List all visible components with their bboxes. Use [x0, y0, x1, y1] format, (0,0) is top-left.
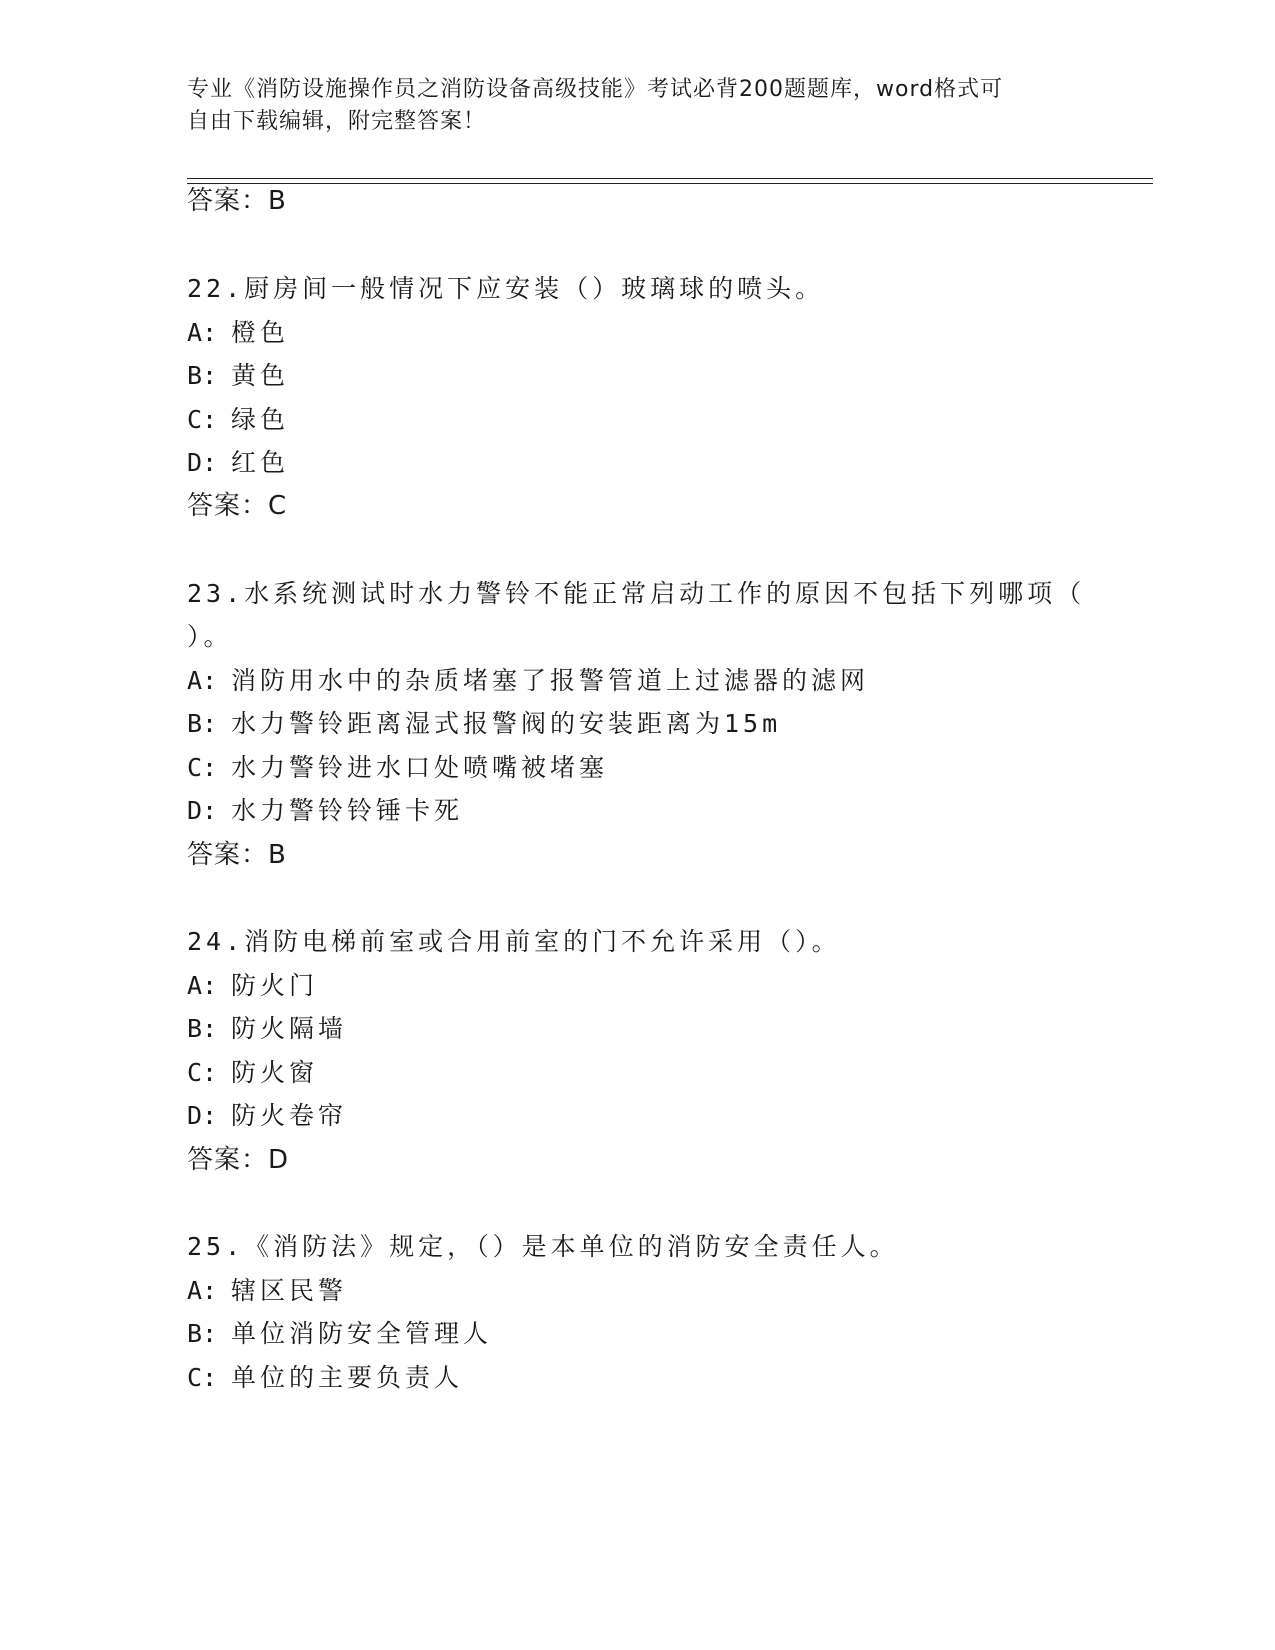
- header-divider-top: [187, 178, 1153, 179]
- question-22-option-a: [187, 318, 289, 348]
- option-text: 防火隔墙: [231, 1014, 348, 1043]
- question-24-option-d: [187, 1101, 347, 1131]
- question-24-stem: 24.消防电梯前室或合用前室的门不允许采用（）。: [187, 927, 841, 956]
- option-key: A:: [187, 1276, 218, 1305]
- option-text: 辖区民警: [231, 1276, 348, 1305]
- option-text: 红色: [231, 448, 290, 477]
- option-key: C:: [187, 1058, 218, 1087]
- question-23-option-a: [187, 666, 869, 696]
- question-24-option-b: [187, 1014, 347, 1044]
- question-22-answer: 答案：C: [187, 491, 288, 521]
- question-24-answer: 答案：D: [187, 1145, 290, 1175]
- option-key: D:: [187, 1101, 218, 1130]
- question-25-option-a: [187, 1276, 347, 1306]
- question-22-option-d: [187, 448, 289, 478]
- question-22-stem: 22.厨房间一般情况下应安装（）玻璃球的喷头。: [187, 274, 825, 303]
- header-line-2: 自由下载编辑，附完整答案！: [187, 109, 487, 134]
- option-text: 黄色: [231, 361, 290, 390]
- question-23-answer: 答案：B: [187, 840, 287, 870]
- option-text: 消防用水中的杂质堵塞了报警管道上过滤器的滤网: [231, 666, 870, 695]
- question-22-option-b: [187, 361, 289, 391]
- question-25-option-c: [187, 1363, 463, 1393]
- header-divider-bottom: [187, 183, 1153, 184]
- question-24-option-a: [187, 971, 318, 1001]
- option-key: B:: [187, 1014, 218, 1043]
- option-key: C:: [187, 405, 218, 434]
- option-text: 防火窗: [231, 1058, 319, 1087]
- question-23-stem: 23.水系统测试时水力警铃不能正常启动工作的原因不包括下列哪项（: [187, 579, 1086, 608]
- option-key: C:: [187, 753, 218, 782]
- option-key: A:: [187, 971, 218, 1000]
- option-text: 橙色: [231, 318, 290, 347]
- question-23-option-c: [187, 753, 608, 783]
- option-text: 绿色: [231, 405, 290, 434]
- question-25-option-b: [187, 1319, 492, 1349]
- option-text: 防火门: [231, 971, 319, 1000]
- option-text: 水力警铃距离湿式报警阀的安装距离为15m: [231, 709, 782, 738]
- question-22-option-c: [187, 405, 289, 435]
- question-23-option-d: [187, 796, 463, 826]
- option-text: 单位消防安全管理人: [231, 1319, 493, 1348]
- question-23-stem-continued: ）。: [187, 622, 233, 651]
- option-key: B:: [187, 361, 218, 390]
- option-key: A:: [187, 318, 218, 347]
- document-header: [187, 74, 1067, 138]
- option-text: 防火卷帘: [231, 1101, 348, 1130]
- option-text: 水力警铃进水口处喷嘴被堵塞: [231, 753, 609, 782]
- option-key: B:: [187, 709, 218, 738]
- option-key: C:: [187, 1363, 218, 1392]
- header-line-1: 专业《消防设施操作员之消防设备高级技能》考试必背200题题库，word格式可: [187, 77, 1004, 102]
- question-23-option-b: [187, 709, 781, 739]
- option-key: A:: [187, 666, 218, 695]
- question-25-stem: 25.《消防法》规定，（）是本单位的消防安全责任人。: [187, 1232, 899, 1261]
- option-text: 水力警铃铃锤卡死: [231, 796, 464, 825]
- option-key: B:: [187, 1319, 218, 1348]
- question-24-option-c: [187, 1058, 318, 1088]
- option-key: D:: [187, 796, 218, 825]
- option-key: D:: [187, 448, 218, 477]
- option-text: 单位的主要负责人: [231, 1363, 464, 1392]
- previous-answer: 答案：B: [187, 186, 287, 216]
